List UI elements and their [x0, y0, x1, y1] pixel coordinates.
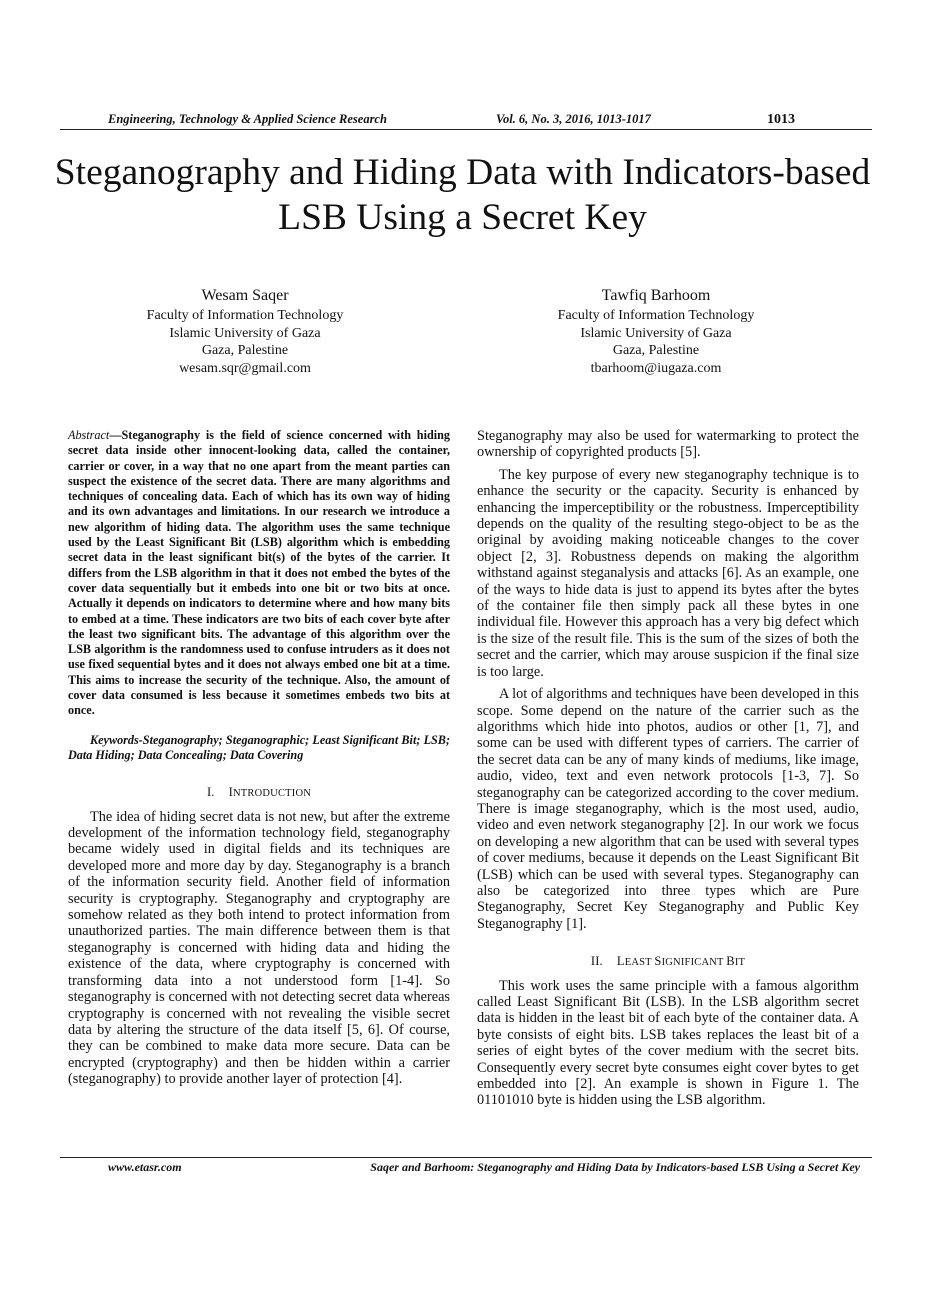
section-title-rest: NTRODUCTION: [233, 788, 312, 800]
section-title-initial: L: [616, 954, 625, 969]
volume-info: Vol. 6, No. 3, 2016, 1013-1017: [496, 112, 651, 126]
paper-title: [40, 150, 885, 240]
author-location: Gaza, Palestine: [201, 343, 289, 358]
title-line-2: LSB Using a Secret Key: [278, 197, 647, 238]
author-university: Islamic University of Gaza: [169, 325, 321, 341]
intro-paragraph-1: The idea of hiding secret data is not new, but after the extreme development of the information technology field, steganography became widely used in digital fields and its techniques are developed more and more day by day. Steganography is a branch of the information security field. Another field of information security is cryptography. Steganography and cryptography are somehow related as they both intend to protect information from unauthorized parties. The main difference between them is that steganography is concerned with hiding data and hiding the existence of the data, where cryptography is concerned with transforming data into a not understood form [1-4]. So steganography is concerned with not detecting secret data whereas cryptography is concerned with not revealing the visible secret data by altering the structure of the data itself [5, 6]. Of course, they can be combined to make data more secure. Data can be encrypted (cryptography) and then be hidden within a carrier (steganography) to provide another layer of protection [4].: [68, 808, 450, 1088]
author-block-2: [506, 285, 806, 377]
running-title: Saqer and Barhoom: Steganography and Hiding Data by Indicators-based LSB Using a Secret Key: [370, 1160, 860, 1174]
author-university: Islamic University of Gaza: [580, 325, 732, 341]
section-title-initial: B: [726, 954, 735, 969]
right-column: [477, 428, 859, 1109]
section-title-initial: I: [228, 785, 234, 800]
page-footer: [60, 1159, 872, 1179]
section-title-rest: IGNIFICANT: [661, 957, 727, 969]
author-name: Tawfiq Barhoom: [601, 287, 711, 304]
author-name: Wesam Saqer: [201, 287, 289, 304]
abstract: [68, 428, 450, 719]
author-email[interactable]: wesam.sqr@gmail.com: [179, 360, 311, 376]
section-title-initial: S: [654, 954, 662, 969]
title-line-1: Steganography and Hiding Data with Indicators-based: [54, 152, 871, 193]
lsb-paragraph-1: This work uses the same principle with a famous algorithm called Least Significant Bit (LSB). In the LSB algorithm secret data is hidden in the least bit of each byte of the container data. A byte consists of eight bits. LSB takes replaces the least bit of a series of eight bytes of the cover medium with the secret bits. Consequently every secret byte consumes eight cover bytes to get embedded into [2]. An example is shown in Figure 1. The 01101010 byte is hidden using the LSB algorithm.: [477, 977, 859, 1109]
abstract-dash: —: [109, 428, 122, 442]
author-email[interactable]: tbarhoom@iugaza.com: [590, 360, 722, 376]
journal-website[interactable]: www.etasr.com: [108, 1160, 182, 1174]
footer-rule: [60, 1157, 872, 1158]
abstract-label: Abstract: [68, 428, 110, 442]
section-title-rest: EAST: [624, 957, 655, 969]
section-number: II.: [590, 954, 603, 969]
keywords: Keywords-Steganography; Steganographic; Least Significant Bit; LSB; Data Hiding; Data Concealing; Data Covering: [68, 732, 450, 762]
section-number: I.: [206, 785, 215, 800]
section-heading-lsb: [477, 953, 859, 971]
left-column: [68, 428, 450, 1088]
author-block-1: [95, 285, 395, 377]
intro-paragraph-3: A lot of algorithms and techniques have been developed in this scope. Some depend on the nature of the carrier such as the algorithms which hide into photos, audios or other [1, 7], and some can be used with different types of carriers. The carrier of the secret data can be any of many kinds of mediums, like image, audio, video, text and even network protocols [1-3, 7]. So steganography can be categorized according to the cover medium. There is image steganography, which is the most used, audio, video and even network steganography [2]. In our work we focus on developing a new algorithm that can be used with several types of cover mediums, because it depends on the Least Significant Bit (LSB) which can be used with several types. Steganography can also be categorized into three types which are Pure Steganography, Secret Key Steganography and Public Key Steganography [1].: [477, 686, 859, 932]
section-title-rest: IT: [734, 957, 746, 969]
intro-continuation: Steganography may also be used for watermarking to protect the ownership of copyrighted products [5].: [477, 428, 859, 461]
author-faculty: Faculty of Information Technology: [557, 308, 755, 323]
author-location: Gaza, Palestine: [612, 343, 700, 358]
section-heading-introduction: [68, 784, 450, 802]
intro-paragraph-2: The key purpose of every new steganography technique is to enhance the security or the capacity. Security is enhanced by enhancing the imperceptibility or the robustness. Imperceptibility depends on the quality of the resulting stego-object to be as the original by avoiding making noticeable changes to the cover object [2, 3]. Robustness depends on making the algorithm withstand against steganalysis and attacks [6]. As an example, one of the ways to hide data is just to append its bytes after the bytes of the container file then simply pack all these bytes in one individual file. However this approach has a very big defect which is the size of the result file. This is the sum of the sizes of both the secret and the carrier, which may arouse suspicion if the final size is too large.: [477, 466, 859, 680]
header-rule: [60, 129, 872, 130]
journal-name: Engineering, Technology & Applied Science Research: [108, 112, 387, 126]
author-faculty: Faculty of Information Technology: [146, 308, 344, 323]
page-number: 1013: [767, 112, 795, 127]
abstract-text: Steganography is the field of science concerned with hiding secret data inside other innocent-looking data, called the container, carrier or cover, in a way that no one apart from the meant parties can suspect the existence of the secret data. There are many algorithms and techniques of concealing data. Each of which has its own way of hiding and its own advantages and limitations. In our research we introduce a new algorithm of hiding data. The algorithm uses the same technique used by the Least Significant Bit (LSB) algorithm which is embedding secret data in the least significant bit(s) of the bytes of the carrier. It differs from the LSB algorithm in that it does not embed the bytes of the cover data sequentially but it embeds into one bit or two bits at once. Actually it depends on indicators to determine where and how many bits to embed at a time. These indicators are two bits of each cover byte after the least two significant bits. The advantage of this algorithm over the LSB algorithm is the randomness used to confuse intruders as it does not use fixed sequential bytes and it does not always embed one bit at a time. This aims to increase the security of the technique. Also, the amount of cover data consumed is less because it sometimes embeds two bits at once.: [68, 428, 450, 718]
page-header: [60, 110, 872, 130]
